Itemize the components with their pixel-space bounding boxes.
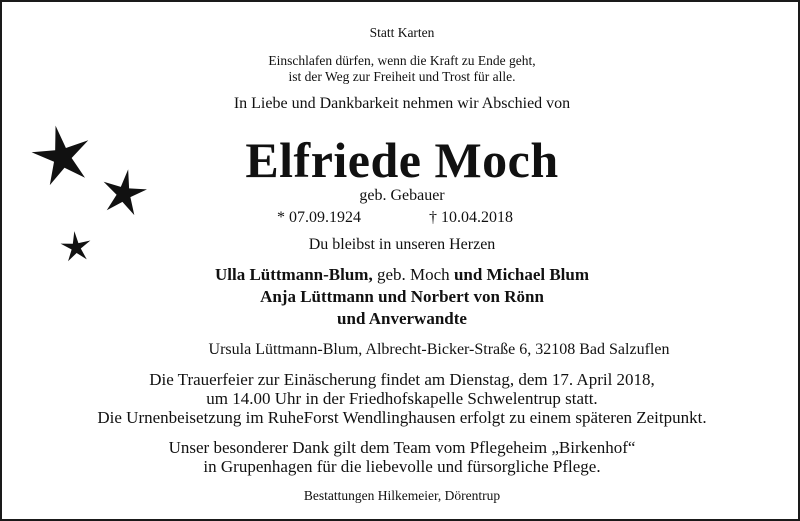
- header-text: Statt Karten: [369, 25, 435, 40]
- mourner-name: Ulla Lüttmann-Blum,: [214, 265, 373, 284]
- quote-line-1: Einschlafen dürfen, wenn die Kraft zu Ende geht,: [268, 53, 536, 68]
- mourners-line-2: Anja Lüttmann und Norbert von Rönn: [260, 287, 544, 306]
- thanks-line-1: Unser besonderer Dank gilt dem Team vom Pflegeheim „Birkenhof“: [168, 438, 636, 457]
- intro-text: In Liebe und Dankbarkeit nehmen wir Abschied von: [233, 95, 571, 112]
- ceremony-line-2: um 14.00 Uhr in der Friedhofskapelle Schwelentrup statt.: [206, 389, 598, 408]
- motto-text: Du bleibst in unseren Herzen: [308, 236, 496, 253]
- undertaker-text: Bestattungen Hilkemeier, Dörentrup: [303, 488, 501, 503]
- thanks-line-2: in Grupenhagen für die liebevolle und fürsorgliche Pflege.: [203, 457, 601, 476]
- ceremony-line-1: Die Trauerfeier zur Einäscherung findet am Dienstag, dem 17. April 2018,: [149, 370, 655, 389]
- mourners-line-3: und Anverwandte: [337, 309, 467, 328]
- ceremony-line-3: Die Urnenbeisetzung im RuheForst Wendlinghausen erfolgt zu einem späteren Zeitpunkt.: [97, 408, 707, 427]
- mourners-line-1: [2, 266, 800, 285]
- quote-line-2: ist der Weg zur Freiheit und Trost für alle.: [288, 69, 516, 84]
- mourner-note: geb. Moch: [372, 265, 454, 284]
- deceased-name: Elfriede Moch: [245, 132, 559, 188]
- maiden-name: geb. Gebauer: [359, 187, 445, 204]
- birth-date: * 07.09.1924: [277, 209, 361, 226]
- mourner-name: und Michael Blum: [453, 265, 590, 284]
- contact-address: Ursula Lüttmann-Blum, Albrecht-Bicker-Straße 6, 32108 Bad Salzuflen: [208, 341, 670, 358]
- death-date: † 10.04.2018: [429, 209, 513, 226]
